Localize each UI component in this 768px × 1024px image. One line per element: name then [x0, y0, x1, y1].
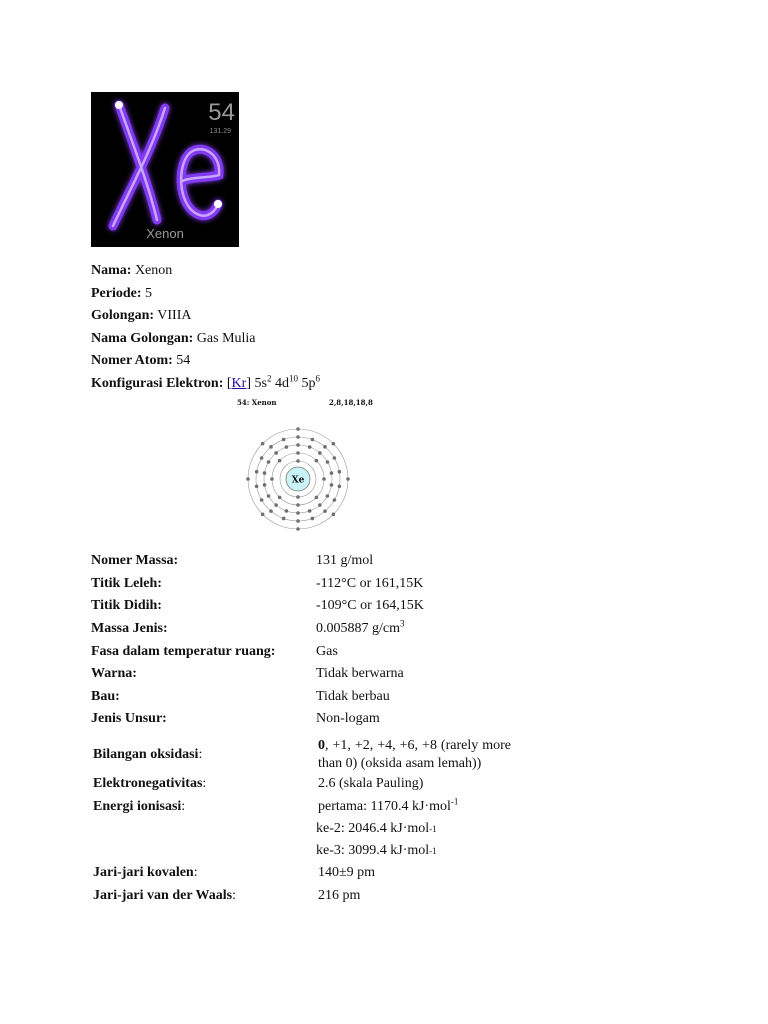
electron — [282, 438, 286, 442]
fasa-value: Gas — [316, 643, 338, 659]
nama-label: Nama: — [91, 263, 132, 278]
bau-value: Tidak berbau — [316, 688, 390, 704]
electron — [330, 483, 334, 487]
electron — [269, 445, 273, 449]
electron — [333, 456, 337, 460]
electron — [296, 495, 300, 499]
electron — [263, 471, 267, 475]
energi-ionisasi-1: pertama: 1170.4 kJ·mol$^{-1}$ — [318, 795, 459, 814]
nomer-massa-row — [91, 550, 511, 573]
titik-didih-value: -109°C or 164,15K — [316, 598, 424, 614]
config-5p: $5p^6$ — [301, 373, 320, 391]
bohr-caption-left: 54: Xenon — [237, 398, 277, 407]
electron — [285, 509, 289, 513]
energi-ionisasi-label: Energi ionisasi: — [93, 798, 186, 814]
nomer-massa-label: Nomer Massa: — [91, 553, 179, 569]
kovalen-row — [91, 862, 511, 885]
nama-golongan-value: Gas Mulia — [196, 331, 256, 346]
titik-leleh-row — [91, 573, 511, 596]
electron — [296, 519, 300, 523]
konfigurasi-label: Konfigurasi Elektron: — [91, 376, 224, 391]
electron — [346, 477, 350, 481]
bohr-model-diagram — [234, 396, 374, 536]
atomic-mass-text: 131.29 — [209, 128, 231, 135]
electron — [278, 459, 282, 463]
nama-value: Xenon — [134, 263, 173, 278]
electron — [296, 511, 300, 515]
electron — [322, 477, 326, 481]
electron — [269, 509, 273, 513]
electron — [332, 442, 336, 446]
golongan-value: VIIIA — [157, 308, 192, 323]
van-der-waals-label: Jari-jari van der Waals: — [93, 887, 236, 903]
electron — [311, 438, 315, 442]
electron — [323, 445, 327, 449]
electron — [330, 471, 334, 475]
bau-row — [91, 686, 511, 709]
fasa-label: Fasa dalam temperatur ruang: — [91, 643, 276, 659]
config-4d: $4d^{10}$ — [274, 373, 298, 391]
electron — [308, 445, 312, 449]
titik-leleh-label: Titik Leleh: — [91, 575, 162, 591]
nama-golongan-row — [91, 329, 256, 349]
electron — [296, 503, 300, 507]
jenis-unsur-label: Jenis Unsur: — [91, 711, 167, 727]
electron — [296, 527, 300, 531]
nucleus-label: Xe — [291, 475, 305, 486]
electron — [338, 470, 342, 474]
electron — [296, 459, 300, 463]
electron — [274, 451, 278, 455]
electron — [296, 451, 300, 455]
xenon-element-image — [91, 92, 239, 247]
elektronegativitas-value: 2.6 (skala Pauling) — [318, 776, 424, 792]
jenis-unsur-row — [91, 708, 511, 731]
electron — [338, 484, 342, 488]
warna-label: Warna: — [91, 666, 137, 682]
electron — [255, 484, 259, 488]
fasa-row — [91, 640, 511, 663]
bau-label: Bau: — [91, 688, 120, 704]
electron — [267, 460, 271, 464]
electron — [261, 442, 265, 446]
electron — [318, 451, 322, 455]
electron — [323, 509, 327, 513]
electron — [332, 513, 336, 517]
electron — [296, 427, 300, 431]
electron — [261, 513, 265, 517]
nama-golongan-label: Nama Golongan: — [91, 331, 194, 346]
titik-didih-label: Titik Didih: — [91, 598, 162, 614]
warna-value: Tidak berwarna — [316, 666, 404, 682]
kovalen-value: 140±9 pm — [318, 865, 376, 881]
konfigurasi-row: Konfigurasi Elektron: [Kr] $5s^2$ $4d^{10}$ $5p^6$ — [91, 373, 320, 391]
nomer-atom-row — [91, 351, 190, 371]
nomer-massa-value: 131 g/mol — [316, 553, 374, 569]
kr-link[interactable]: Kr — [231, 376, 247, 391]
electron — [296, 435, 300, 439]
energi-ionisasi-row — [91, 795, 511, 818]
electron — [270, 477, 274, 481]
jenis-unsur-value: Non-logam — [316, 711, 380, 727]
energi-ionisasi-3: ke-3: 3099.4 kJ·mol -1 — [316, 842, 437, 858]
kovalen-label: Jari-jari kovalen: — [93, 865, 198, 881]
periode-label: Periode: — [91, 286, 142, 301]
nomer-atom-value: 54 — [176, 353, 191, 368]
electron — [246, 477, 250, 481]
massa-jenis-row — [91, 618, 511, 641]
element-name-text: Xenon — [146, 226, 184, 241]
elektronegativitas-row — [91, 773, 511, 796]
warna-row — [91, 663, 511, 686]
oksidasi-value: 0, +1, +2, +4, +6, +8 (rarely more than 0) (oksida asam lemah)) — [318, 737, 511, 771]
atomic-number-text: 54 — [208, 99, 235, 126]
electron — [315, 459, 319, 463]
electron — [333, 498, 337, 502]
electron — [263, 483, 267, 487]
electron — [296, 443, 300, 447]
elektronegativitas-label: Elektronegativitas: — [93, 776, 207, 792]
xenon-tile-graphic — [91, 92, 239, 247]
golongan-row — [91, 306, 191, 326]
golongan-label: Golongan: — [91, 308, 155, 323]
van-der-waals-value: 216 pm — [318, 887, 361, 903]
oksidasi-label: Bilangan oksidasi: — [93, 746, 203, 762]
periode-row — [91, 284, 152, 304]
periode-value: 5 — [145, 286, 153, 301]
electron — [285, 445, 289, 449]
electron — [318, 503, 322, 507]
electron — [267, 494, 271, 498]
electron — [260, 456, 264, 460]
bohr-caption-right: 2,8,18,18,8 — [329, 398, 373, 407]
electron — [282, 517, 286, 521]
electron — [326, 460, 330, 464]
config-5s: $5s^2$ — [254, 373, 272, 391]
titik-didih-row — [91, 595, 511, 618]
electron — [278, 496, 282, 500]
electron — [311, 517, 315, 521]
electron — [326, 494, 330, 498]
massa-jenis-label: Massa Jenis: — [91, 621, 168, 637]
electron — [308, 509, 312, 513]
electron — [260, 498, 264, 502]
electron — [255, 470, 259, 474]
nomer-atom-label: Nomer Atom: — [91, 353, 173, 368]
electron — [315, 496, 319, 500]
nama-row — [91, 261, 172, 281]
massa-jenis-value: 0.005887 $g/cm^3$ — [316, 618, 405, 637]
energi-ionisasi-2: ke-2: 2046.4 kJ·mol -1 — [316, 820, 437, 836]
oksidasi-row — [91, 737, 511, 773]
van-der-waals-row — [91, 885, 511, 908]
electron — [274, 503, 278, 507]
titik-leleh-value: -112°C or 161,15K — [316, 575, 424, 591]
properties-table — [91, 550, 511, 907]
